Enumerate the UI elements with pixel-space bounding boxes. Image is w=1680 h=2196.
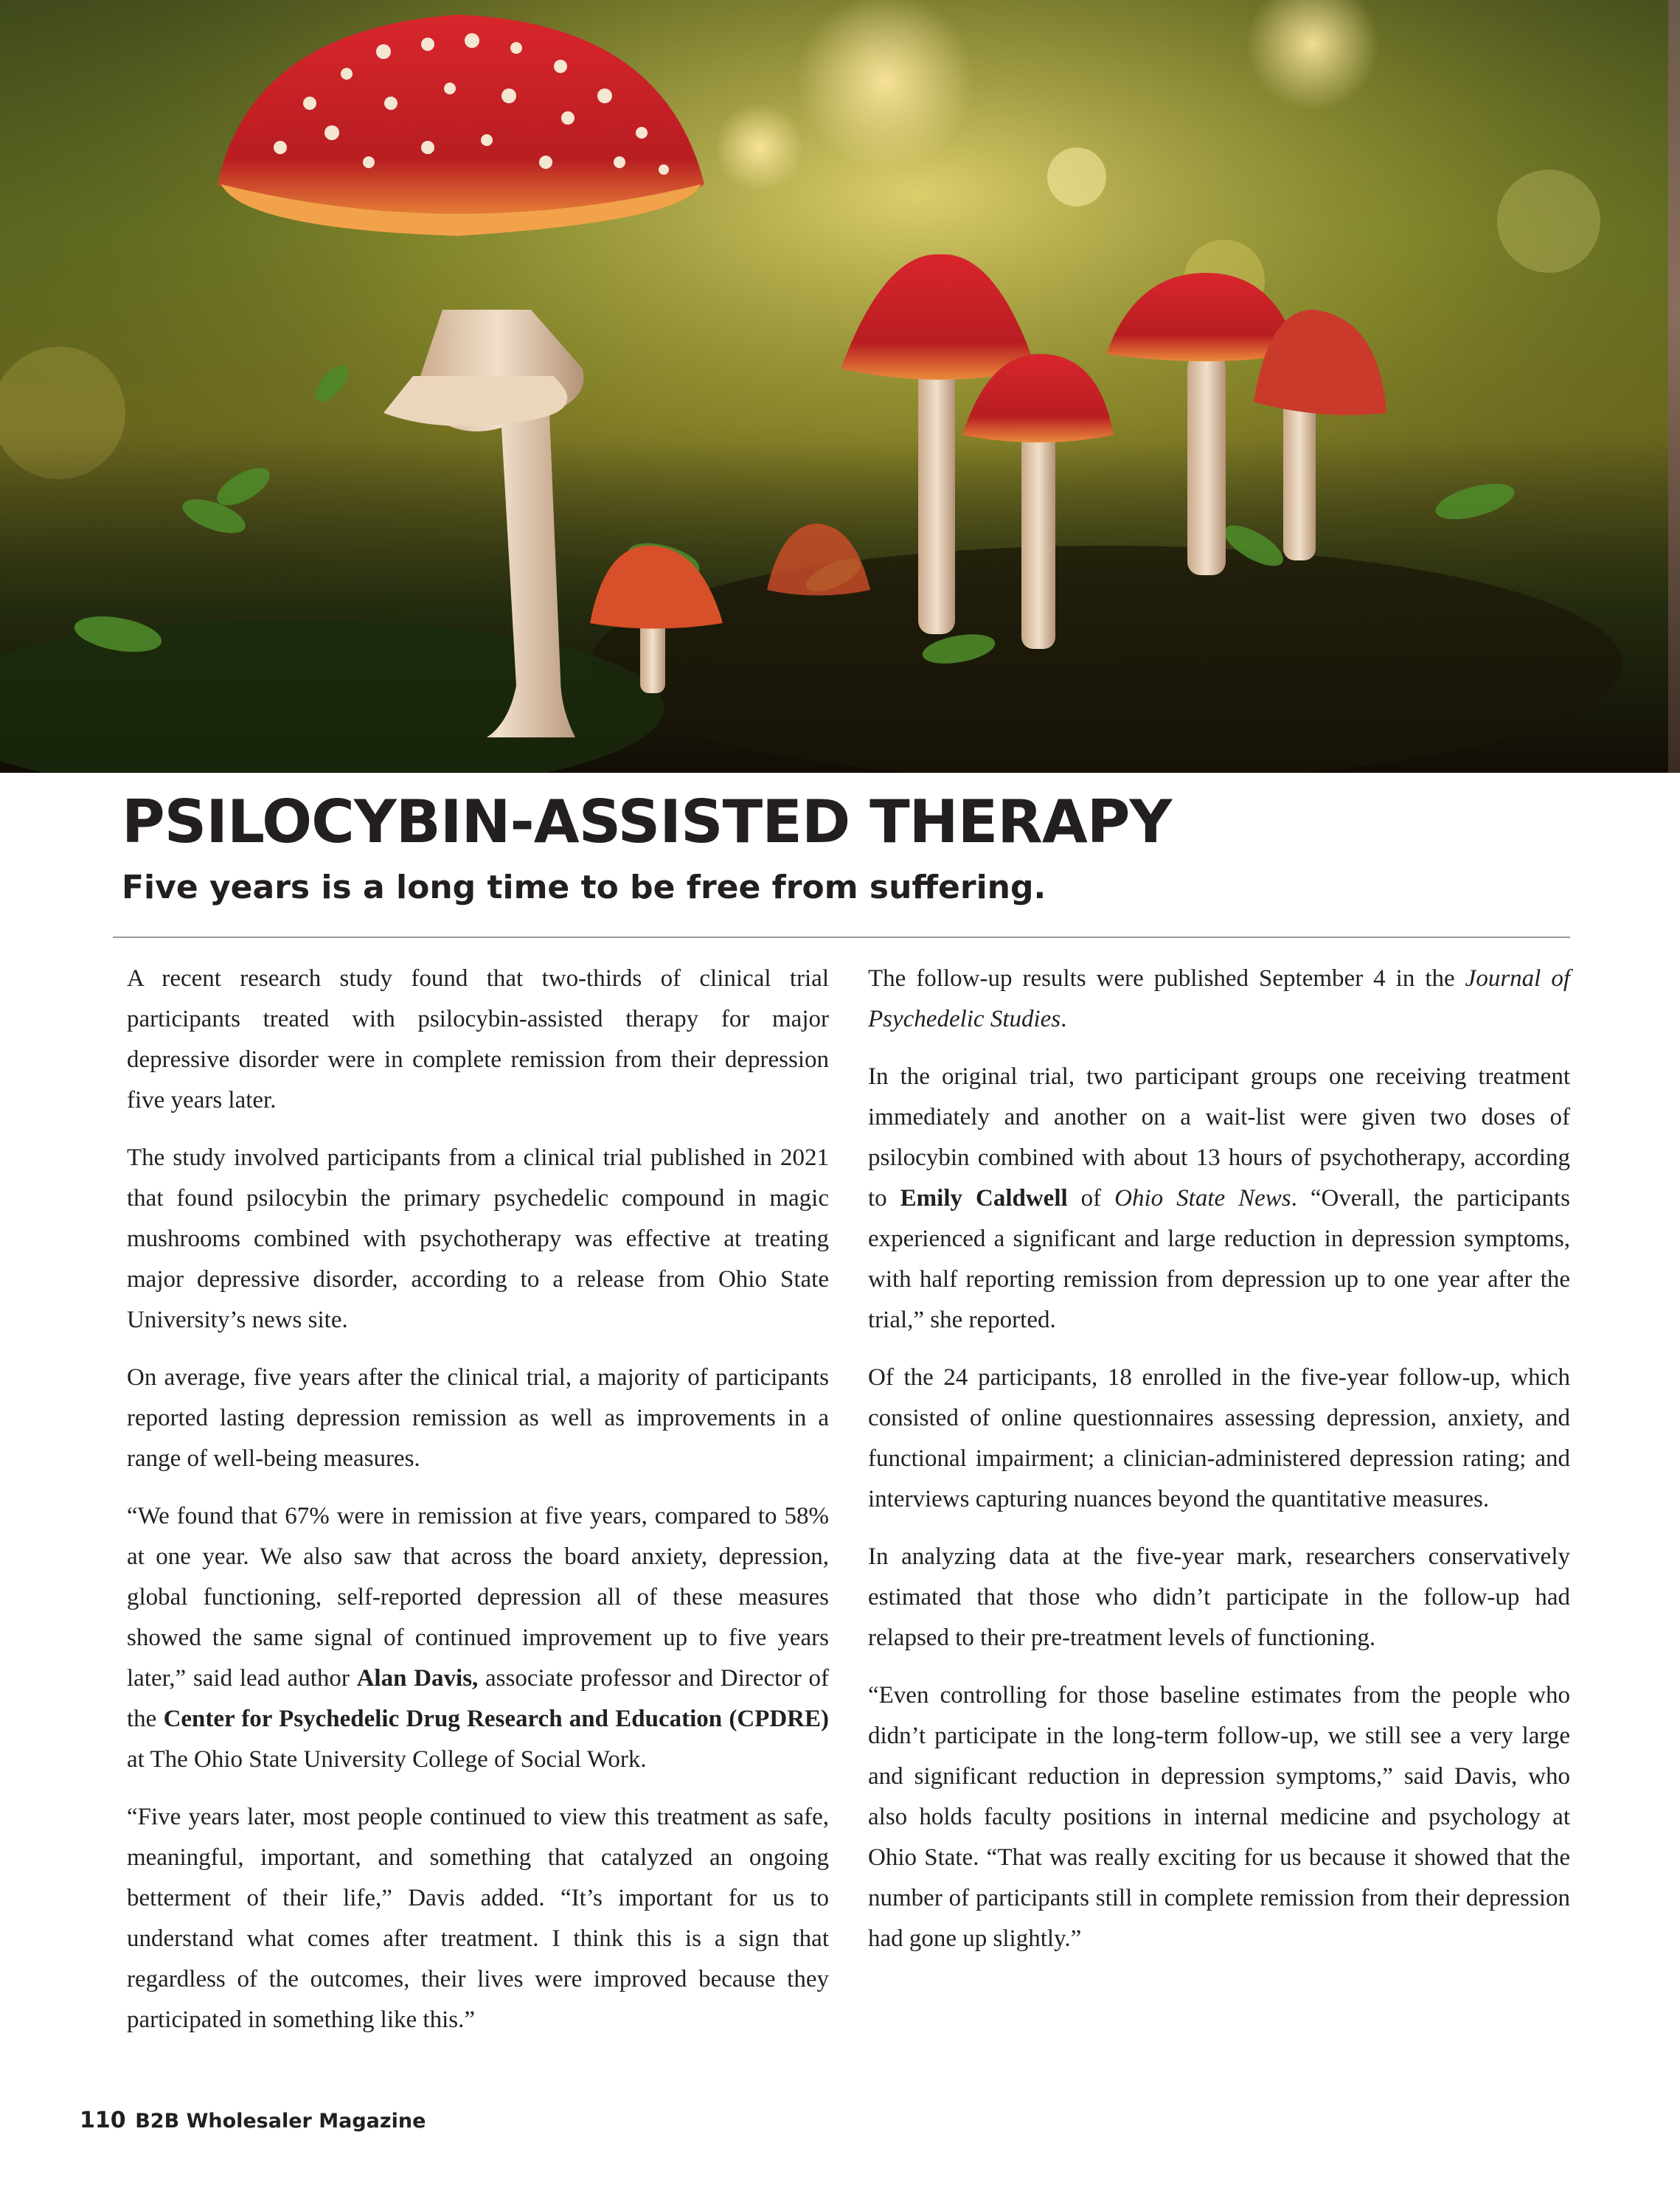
paragraph: “Even controlling for those baseline estimates from the people who didn’t participate in the long-term follow-up, we still see a very large and significant reduction in depression symptoms,” said Davis, who also holds faculty positions in internal medicine and psychology at Ohio State. “That was really exciting for us because it showed that the number of participants still in complete remission from their depression had gone up slightly.” [868, 1682, 1570, 1952]
author-name: Alan Davis, [356, 1665, 479, 1692]
paragraph: On average, five years after the clinical trial, a majority of participants reported lasting depression remission as well as improvements in a range of well-being measures. [127, 1364, 829, 1472]
text-run: “We found that 67% were in remission at five years, compared to 58% at one year. We also saw that across the board anxiety, depression, global functioning, self-reported depression all of these measures showed the same signal of continued improvement up to five years later,” said lead author [127, 1503, 829, 1692]
paragraph: A recent research study found that two-thirds of clinical trial participants treated with psilocybin-assisted therapy for major depressive disorder were in complete remission from their depression five years later. [127, 965, 829, 1113]
paragraph: “Five years later, most people continued to view this treatment as safe, meaningful, important, and something that catalyzed an ongoing betterment of their life,” Davis added. “It’s important for us to understand what comes after treatment. I think this is a sign that regardless of the outcomes, their lives were improved because they participated in something like this.” [127, 1804, 829, 2033]
paragraph [127, 1496, 829, 1780]
paragraph [868, 1057, 1570, 1341]
text-run: In the original trial, two participant groups one receiving treatment immediately and another on a wait-list were given two doses of psilocybin combined with about 13 hours of psychotherapy, according to [868, 1063, 1570, 1212]
article-subhead: Five years is a long time to be free from suffering. [122, 869, 1046, 906]
page-footer [80, 2108, 426, 2133]
text-run: . “Overall, the participants experienced a significant and large reduction in depression symptoms, with half reporting remission from depression up to one year after the trial,” she reported. [868, 1185, 1570, 1333]
body-column-right [868, 959, 1570, 1976]
publication-title: B2B Wholesaler Magazine [135, 2110, 426, 2133]
page-number: 110 [80, 2108, 126, 2133]
paragraph: In analyzing data at the five-year mark, researchers conservatively estimated that those who didn’t participate in the follow-up had relapsed to their pre-treatment levels of functioning. [868, 1543, 1570, 1651]
organization-name: Center for Psychedelic Drug Research and Education (CPDRE) [163, 1706, 829, 1732]
text-run: The follow-up results were published September 4 in the [868, 965, 1465, 992]
paragraph [868, 959, 1570, 1040]
author-name: Emily Caldwell [900, 1185, 1068, 1212]
mushroom-forest-photo-icon [0, 0, 1668, 773]
text-run: at The Ohio State University College of Social Work. [127, 1746, 647, 1773]
text-run: of [1067, 1185, 1115, 1212]
text-run: associate professor and Director of the [127, 1665, 829, 1732]
body-column-left [127, 959, 829, 2057]
publication-name: Ohio State News [1114, 1185, 1291, 1212]
journal-name: Journal of Psychedelic Studies [868, 965, 1570, 1032]
text-run: . [1061, 1006, 1067, 1032]
article-headline: PSILOCYBIN-ASSISTED THERAPY [122, 788, 1172, 856]
paragraph: Of the 24 participants, 18 enrolled in the five-year follow-up, which consisted of online questionnaires assessing depression, anxiety, and functional impairment; a clinician-administered depression rating; and interviews capturing nuances beyond the quantitative measures. [868, 1364, 1570, 1512]
headline-divider [113, 937, 1570, 938]
hero-photo [0, 0, 1668, 773]
hero-edge [1668, 0, 1680, 773]
paragraph: The study involved participants from a clinical trial published in 2021 that found psilocybin the primary psychedelic compound in magic mushrooms combined with psychotherapy was effective at treating major depressive disorder, according to a release from Ohio State University’s news site. [127, 1144, 829, 1333]
